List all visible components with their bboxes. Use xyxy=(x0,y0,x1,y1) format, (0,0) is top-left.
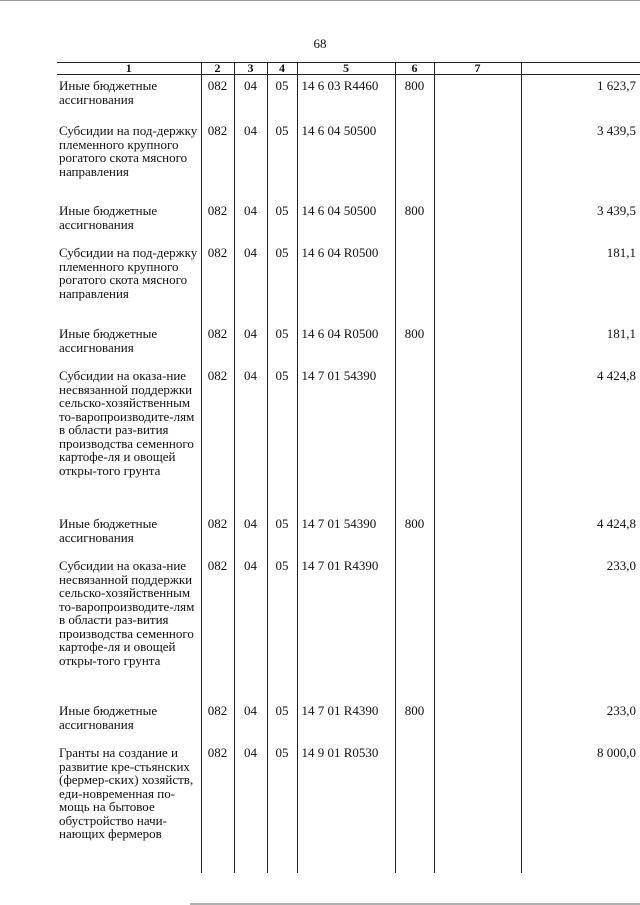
row-rz: 04 xyxy=(234,242,267,323)
row-vr xyxy=(395,365,434,513)
row-col7 xyxy=(434,365,521,513)
row-pr: 05 xyxy=(267,700,297,742)
row-pr: 05 xyxy=(267,742,297,873)
header-row xyxy=(57,63,640,75)
row-name: Субсидии на оказа-ние несвязанной поддержки сельско-хозяйственным то-варопроизводите-лям в области раз-вития производства семенного картофе-ля и овощей откры-того грунта xyxy=(57,365,201,513)
row-csr: 14 7 01 R4390 xyxy=(297,555,395,700)
row-rz: 04 xyxy=(234,742,267,873)
table-row xyxy=(57,200,640,242)
row-rz: 04 xyxy=(234,555,267,700)
row-pr: 05 xyxy=(267,200,297,242)
scan-top-edge xyxy=(0,0,640,1)
page-number: 68 xyxy=(313,36,327,51)
row-sum: 4 424,8 xyxy=(597,516,636,531)
row-csr: 14 6 03 R4460 xyxy=(297,75,395,121)
row-col7 xyxy=(434,555,521,700)
row-col7 xyxy=(434,120,521,200)
row-col7 xyxy=(434,513,521,555)
row-name: Субсидии на под-держку племенного крупного рогатого скота мясного направления xyxy=(57,120,201,200)
row-vr xyxy=(395,242,434,323)
row-gr: 082 xyxy=(201,323,234,365)
row-gr: 082 xyxy=(201,365,234,513)
row-sum: 1 623,7 xyxy=(597,78,636,93)
budget-table xyxy=(57,62,640,873)
row-pr: 05 xyxy=(267,120,297,200)
table-row xyxy=(57,242,640,323)
row-rz: 04 xyxy=(234,323,267,365)
row-rz: 04 xyxy=(234,365,267,513)
row-pr: 05 xyxy=(267,365,297,513)
header-col-1: 1 xyxy=(57,63,201,75)
table-row xyxy=(57,700,640,742)
row-col7 xyxy=(434,75,521,121)
row-csr: 14 9 01 R0530 xyxy=(297,742,395,873)
table-row xyxy=(57,555,640,700)
row-csr: 14 6 04 50500 xyxy=(297,200,395,242)
row-csr: 14 6 04 R0500 xyxy=(297,323,395,365)
row-csr: 14 6 04 50500 xyxy=(297,120,395,200)
row-gr: 082 xyxy=(201,200,234,242)
row-vr xyxy=(395,120,434,200)
row-gr: 082 xyxy=(201,700,234,742)
row-pr: 05 xyxy=(267,242,297,323)
row-pr: 05 xyxy=(267,555,297,700)
row-sum: 233,0 xyxy=(606,703,636,718)
row-sum: 181,1 xyxy=(606,326,636,341)
row-vr: 800 xyxy=(395,700,434,742)
row-name: Субсидии на под-держку племенного крупного рогатого скота мясного направления xyxy=(57,242,201,323)
row-name: Иные бюджетные ассигнования xyxy=(57,323,201,365)
header-col-8 xyxy=(521,63,640,75)
row-rz: 04 xyxy=(234,200,267,242)
row-col7 xyxy=(434,323,521,365)
row-name: Иные бюджетные ассигнования xyxy=(57,700,201,742)
row-name: Иные бюджетные ассигнования xyxy=(57,513,201,555)
row-vr xyxy=(395,742,434,873)
row-col7 xyxy=(434,700,521,742)
row-csr: 14 6 04 R0500 xyxy=(297,242,395,323)
row-gr: 082 xyxy=(201,242,234,323)
row-pr: 05 xyxy=(267,323,297,365)
row-name: Иные бюджетные ассигнования xyxy=(57,75,201,121)
header-col-7: 7 xyxy=(434,63,521,75)
table-row xyxy=(57,323,640,365)
row-sum: 3 439,5 xyxy=(597,123,636,138)
row-pr: 05 xyxy=(267,75,297,121)
table-row xyxy=(57,742,640,873)
row-sum: 8 000,0 xyxy=(597,745,636,760)
table-row xyxy=(57,120,640,200)
row-rz: 04 xyxy=(234,120,267,200)
row-csr: 14 7 01 R4390 xyxy=(297,700,395,742)
row-gr: 082 xyxy=(201,513,234,555)
table-row xyxy=(57,75,640,121)
header-col-2: 2 xyxy=(201,63,234,75)
header-col-5: 5 xyxy=(297,63,395,75)
row-vr: 800 xyxy=(395,513,434,555)
row-gr: 082 xyxy=(201,120,234,200)
row-rz: 04 xyxy=(234,700,267,742)
row-rz: 04 xyxy=(234,75,267,121)
table-row xyxy=(57,365,640,513)
row-vr: 800 xyxy=(395,323,434,365)
row-gr: 082 xyxy=(201,555,234,700)
row-pr: 05 xyxy=(267,513,297,555)
row-gr: 082 xyxy=(201,75,234,121)
row-name: Субсидии на оказа-ние несвязанной поддержки сельско-хозяйственным то-варопроизводите-лям в области раз-вития производства семенного картофе-ля и овощей откры-того грунта xyxy=(57,555,201,700)
header-col-4: 4 xyxy=(267,63,297,75)
row-gr: 082 xyxy=(201,742,234,873)
table-row xyxy=(57,513,640,555)
header-col-6: 6 xyxy=(395,63,434,75)
row-csr: 14 7 01 54390 xyxy=(297,365,395,513)
row-sum: 233,0 xyxy=(606,558,636,573)
row-col7 xyxy=(434,242,521,323)
row-sum: 181,1 xyxy=(606,245,636,260)
row-vr: 800 xyxy=(395,200,434,242)
row-name: Гранты на создание и развитие кре-стьянских (фермер-ских) хозяйств, еди-новременная по-мощь на бытовое обустройство начи-нающих фермеров xyxy=(57,742,201,873)
row-rz: 04 xyxy=(234,513,267,555)
row-name: Иные бюджетные ассигнования xyxy=(57,200,201,242)
row-sum: 3 439,5 xyxy=(597,203,636,218)
row-vr xyxy=(395,555,434,700)
header-col-3: 3 xyxy=(234,63,267,75)
row-col7 xyxy=(434,742,521,873)
row-vr: 800 xyxy=(395,75,434,121)
row-sum: 4 424,8 xyxy=(597,368,636,383)
row-csr: 14 7 01 54390 xyxy=(297,513,395,555)
row-col7 xyxy=(434,200,521,242)
